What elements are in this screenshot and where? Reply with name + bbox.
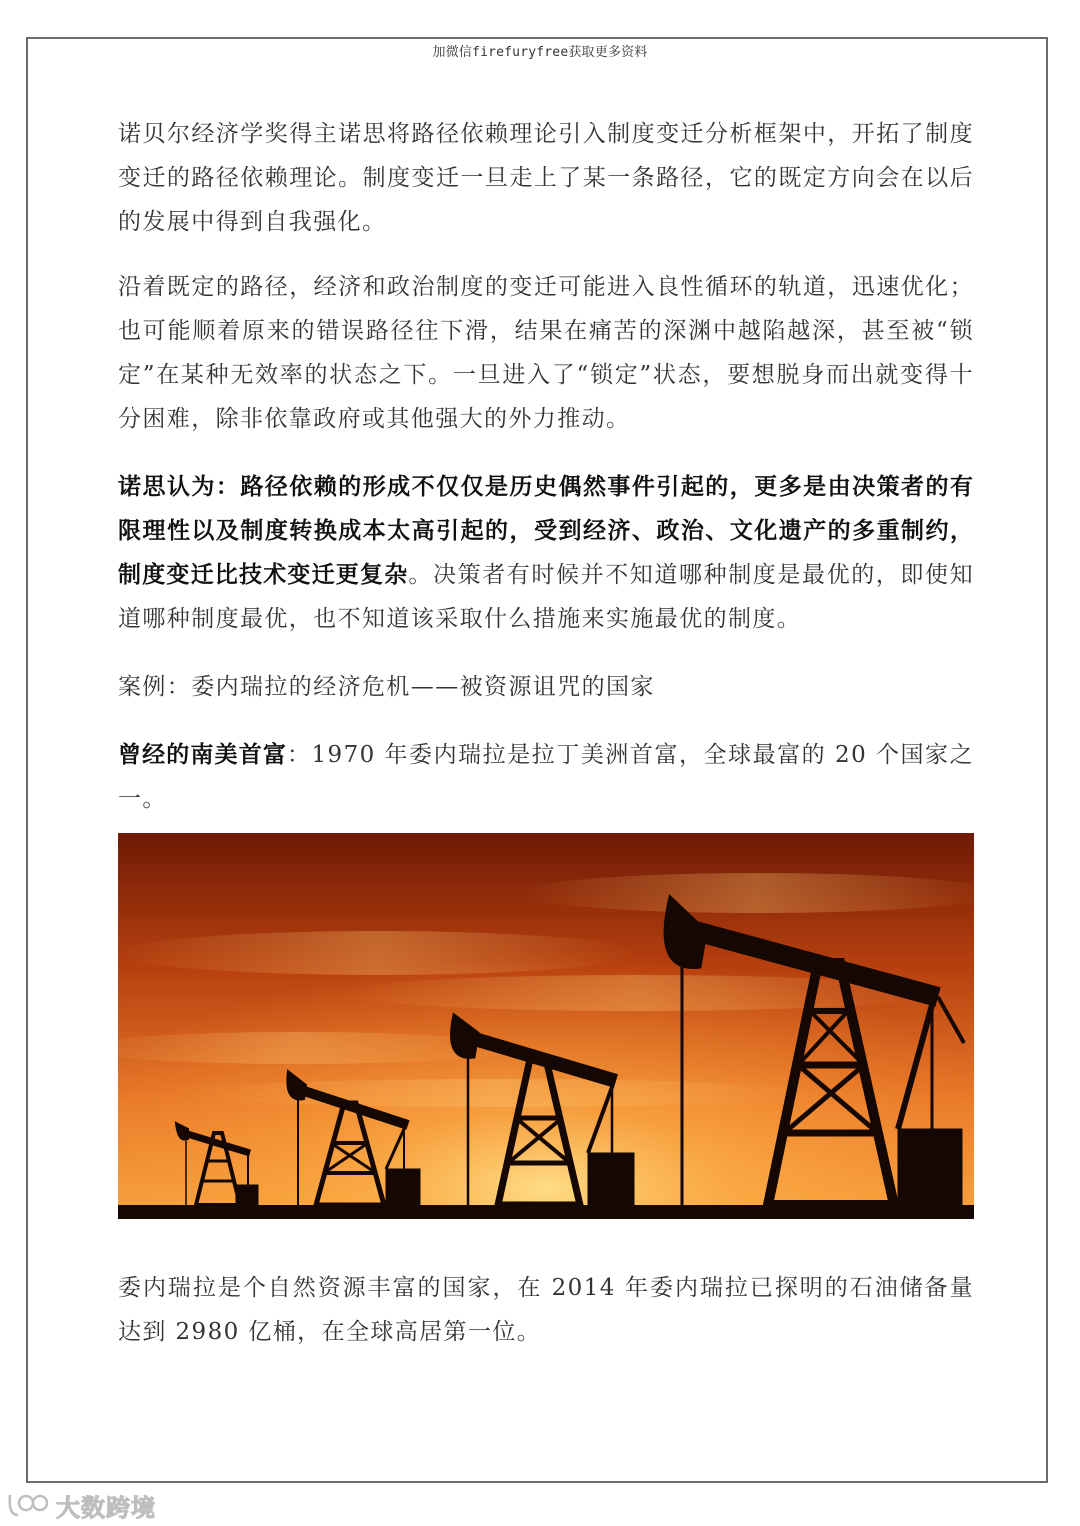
north-view-bold: 诺思认为：路径依赖的形成不仅仅是历史偶然事件引起的，更多是由决策者的有限理性以及制度转换成本太高引起的，受到经济、政治、文化遗产的多重制约，制度变迁比技术变迁更复杂: [118, 474, 974, 588]
paragraph-north-view: [118, 465, 974, 641]
north-view-rest: 。决策者有时候并不知道哪种制度是最优的，即使知道哪种制度最优，也不知道该采取什么措施来实施最优的制度。: [118, 562, 975, 632]
paragraph-oil-reserves: 委内瑞拉是个自然资源丰富的国家，在 2014 年委内瑞拉已探明的石油储备量达到 2980 亿桶，在全球高居第一位。: [118, 1275, 974, 1345]
paragraph-former-richest: [118, 733, 974, 821]
paragraph-case-title: 案例：委内瑞拉的经济危机——被资源诅咒的国家: [118, 674, 655, 700]
former-richest-bold: 曾经的南美首富: [118, 742, 287, 768]
watermark-logo: [6, 1488, 156, 1522]
header-note: 加微信firefuryfree获取更多资料: [432, 45, 648, 60]
watermark-text: 大数跨境: [56, 1493, 156, 1522]
paragraph-path-dependence-intro: 诺贝尔经济学奖得主诺思将路径依赖理论引入制度变迁分析框架中，开拓了制度变迁的路径依赖理论。制度变迁一旦走上了某一条路径，它的既定方向会在以后的发展中得到自我强化。: [118, 121, 974, 235]
oil-pumpjacks-sunset-image: [118, 833, 974, 1219]
watermark-icon: [6, 1491, 52, 1519]
document-body: [118, 112, 974, 1354]
former-richest-rest: ：1970 年委内瑞拉是拉丁美洲首富，全球最富的 20 个国家之一。: [118, 742, 974, 812]
paragraph-lock-in: 沿着既定的路径，经济和政治制度的变迁可能进入良性循环的轨道，迅速优化；也可能顺着原来的错误路径往下滑，结果在痛苦的深渊中越陷越深，甚至被“锁定”在某种无效率的状态之下。一旦进入了“锁定”状态，要想脱身而出就变得十分困难，除非依靠政府或其他强大的外力推动。: [118, 274, 974, 432]
